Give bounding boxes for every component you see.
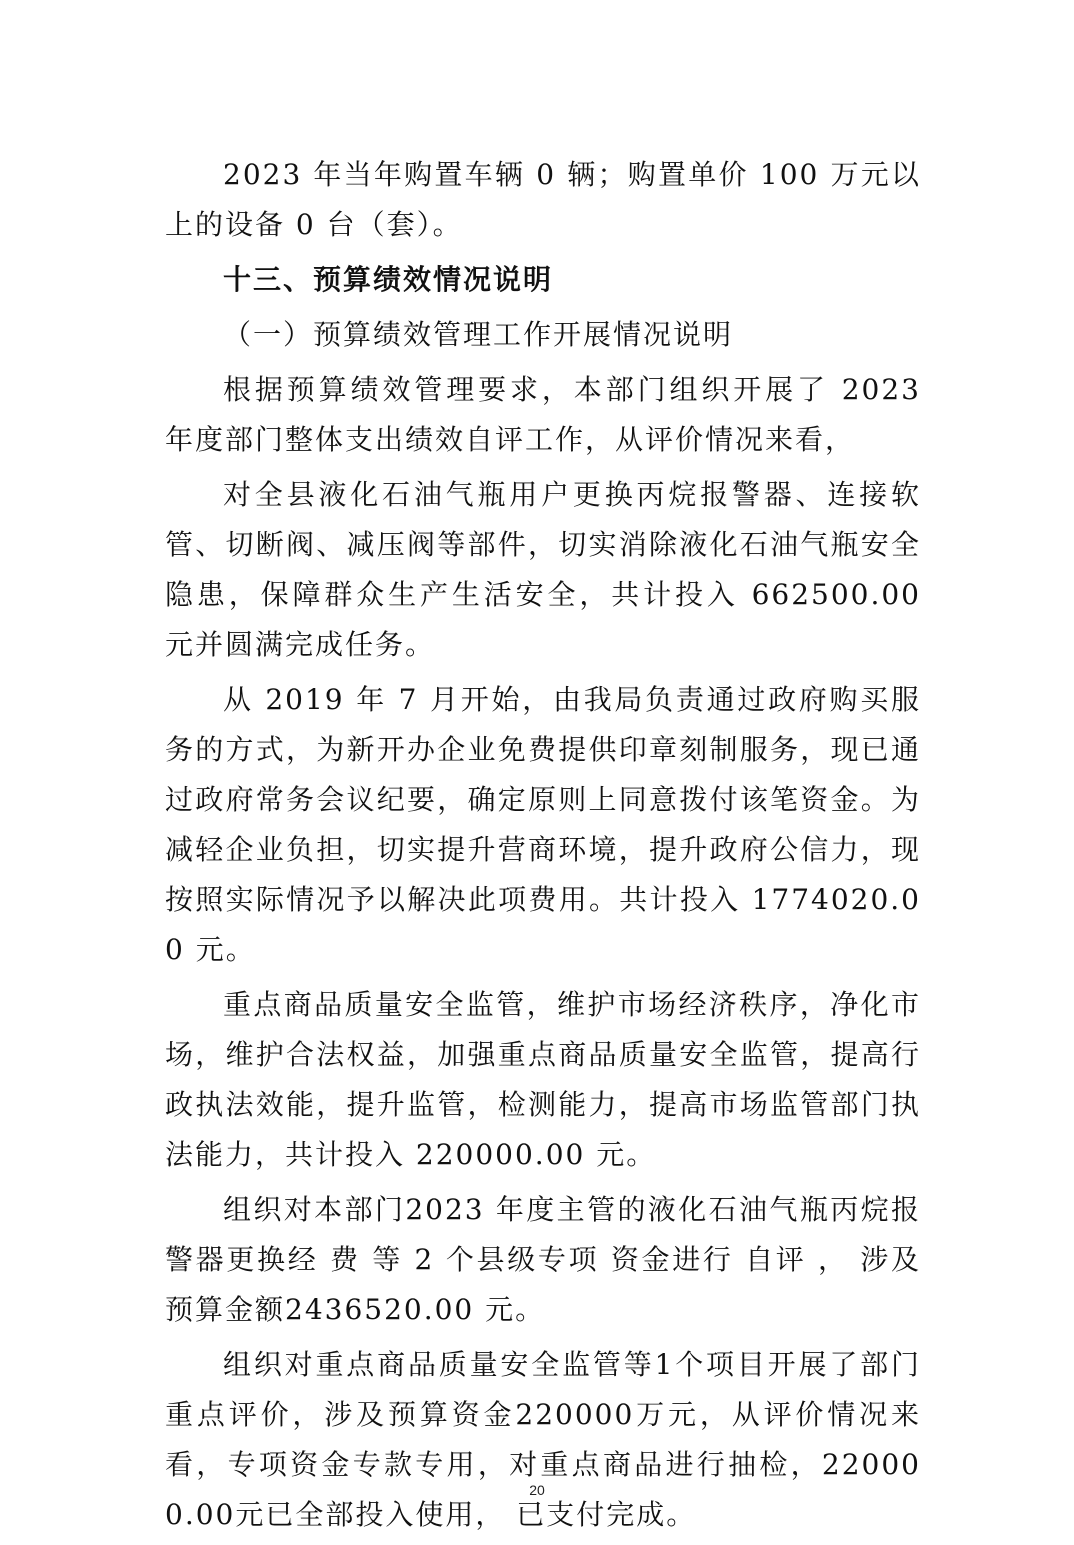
paragraph-quality-supervision: 重点商品质量安全监管，维护市场经济秩序，净化市场，维护合法权益，加强重点商品质量安全监管，提高行政执法效能，提升监管，检测能力，提高市场监管部门执法能力，共计投入 220000.00 元。 [165,988,921,1171]
paragraph-seal-service: 从 2019 年 7 月开始，由我局负责通过政府购买服务的方式，为新开办企业免费提供印章刻制服务，现已通过政府常务会议纪要，确定原则上同意拨付该笔资金。为减轻企业负担，切实提升营商环境，提升政府公信力，现按照实际情况予以解决此项费用。共计投入 1774020.00 元。 [165,683,921,966]
paragraph-special-funds: 组织对本部门2023 年度主管的液化石油气瓶丙烷报警器更换经 费 等 2 个县级专项 资金进行 自评 ， 涉及预算金额2436520.00 元。 [165,1193,921,1326]
document-body [165,150,921,1545]
section-heading: 十三、预算绩效情况说明 [223,263,554,296]
paragraph-self-evaluation: 根据预算绩效管理要求，本部门组织开展了 2023 年度部门整体支出绩效自评工作，从评价情况来看， [165,373,921,456]
paragraph-key-evaluation: 组织对重点商品质量安全监管等1个项目开展了部门重点评价，涉及预算资金220000万元，从评价情况来看，专项资金专款专用，对重点商品进行抽检，220000.00元已全部投入使用， 已支付完成。 [165,1348,921,1531]
subsection-heading: （一）预算绩效管理工作开展情况说明 [223,318,734,351]
page-number: 20 [529,1482,545,1498]
paragraph-gas-cylinder: 对全县液化石油气瓶用户更换丙烷报警器、连接软管、切断阀、减压阀等部件，切实消除液化石油气瓶安全隐患，保障群众生产生活安全，共计投入 662500.00 元并圆满完成任务。 [165,478,921,661]
paragraph-vehicle-purchase: 2023 年当年购置车辆 0 辆；购置单价 100 万元以上的设备 0 台（套）。 [165,158,921,241]
